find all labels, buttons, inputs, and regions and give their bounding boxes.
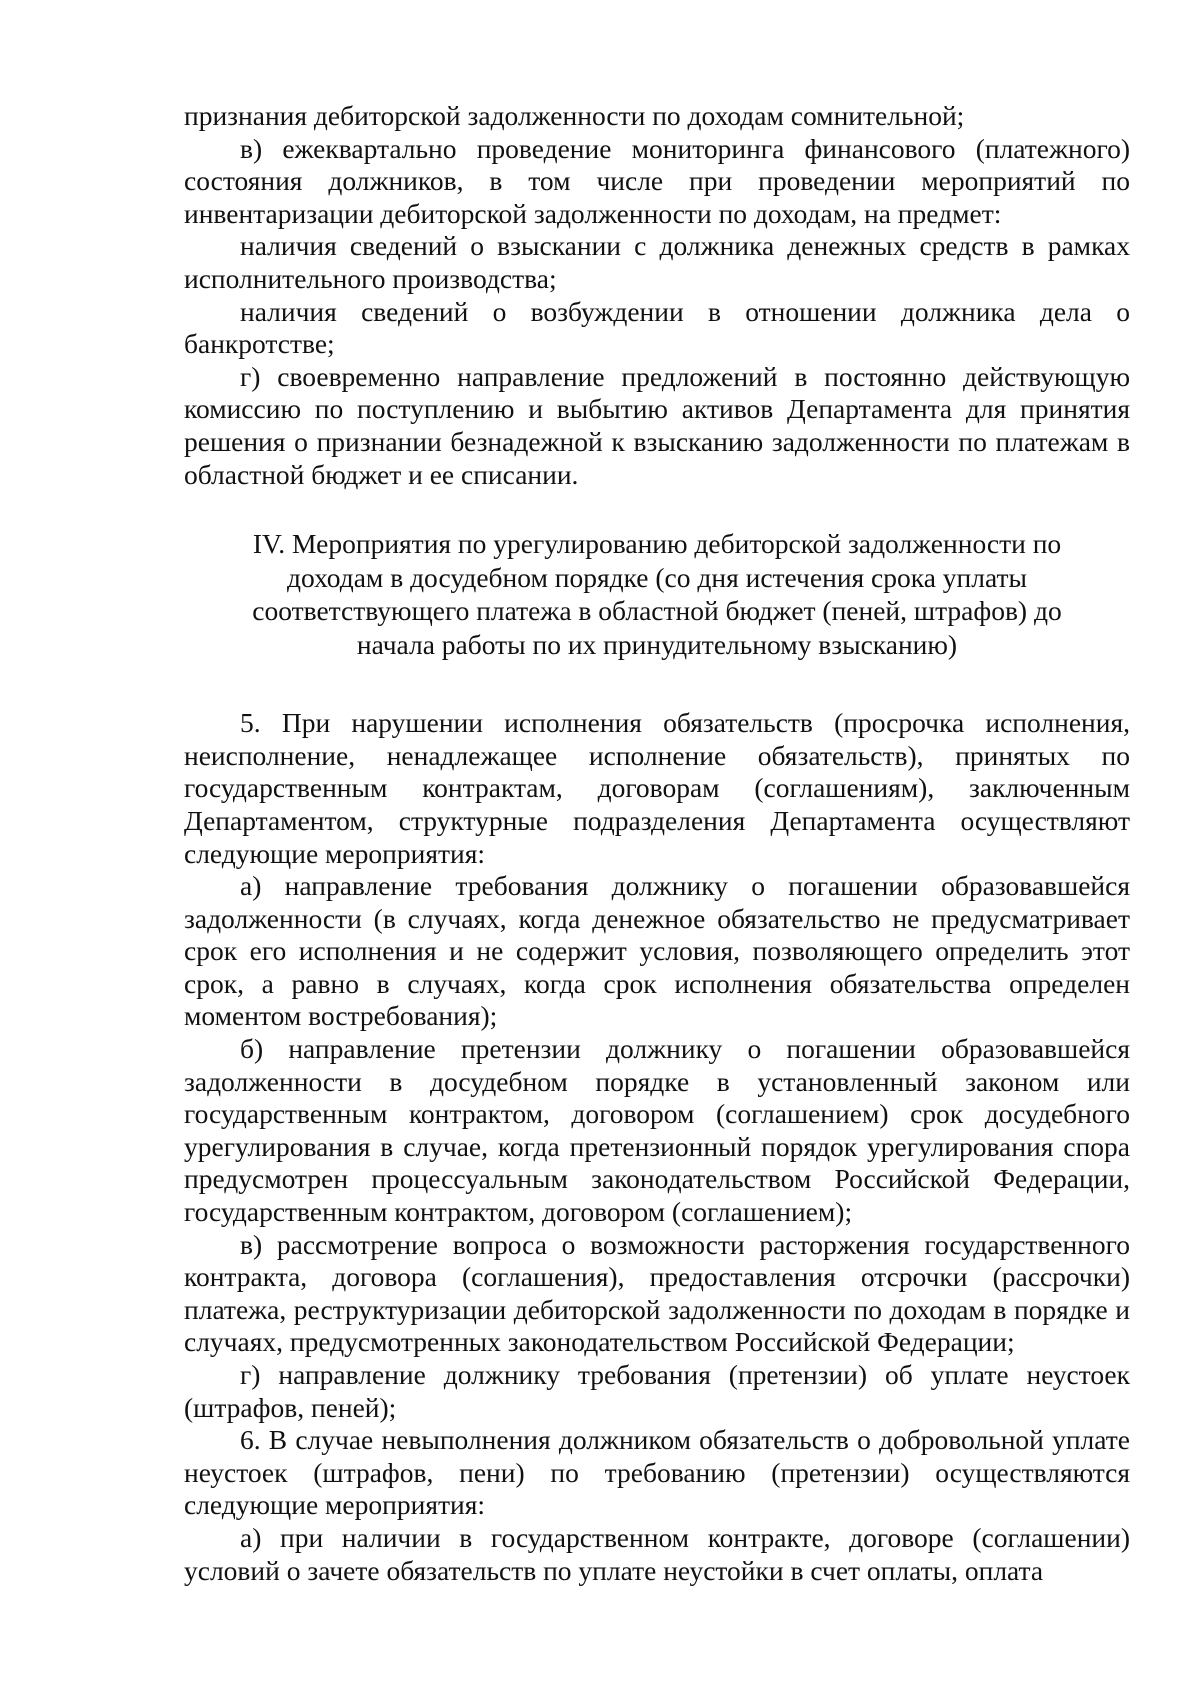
paragraph-item-5g: г) направление должнику требования (претензии) об уплате неустоек (штрафов, пеней); xyxy=(184,1359,1130,1423)
paragraph-item-6a: а) при наличии в государственном контракте, договоре (соглашении) условий о зачете обязательств по уплате неустойки в счет оплаты, оплата xyxy=(184,1521,1130,1586)
paragraph-item-5a: а) направление требования должнику о погашении образовавшейся задолженности (в случаях, когда денежное обязательство не предусматривает срок его исполнения и не содержит условия, позволяющего определить этот срок, а равно в случаях, когда срок исполнения обязательства определен моментом востребования); xyxy=(184,870,1130,1032)
paragraph-continuation: признания дебиторской задолженности по доходам сомнительной; xyxy=(184,100,965,131)
paragraph-item-5v: в) рассмотрение вопроса о возможности расторжения государственного контракта, договора (соглашения), предоставления отсрочки (рассрочки) платежа, реструктуризации дебиторской задолженности по доходам в порядке и случаях, предусмотренных законодательством Российской Федерации; xyxy=(184,1228,1130,1358)
paragraph-item-g-commission: г) своевременно направление предложений в постоянно действующую комиссию по поступлению и выбытию активов Департамента для принятия решения о признании безнадежной к взысканию задолженности по платежам в областной бюджет и ее списании. xyxy=(184,360,1130,490)
section-heading: IV. Мероприятия по урегулированию дебиторской задолженности по доходам в досудебном порядке (со дня истечения срока уплаты соответствующего платежа в областной бюджет (пеней, штрафов) до начала работы по их принудительному взысканию) xyxy=(252,528,1062,660)
paragraph-item-5b: б) направление претензии должнику о погашении образовавшейся задолженности в досудебном порядке в установленный законом или государственным контрактом, договором (соглашением) срок досудебного урегулирования в случае, когда претензионный порядок урегулирования спора предусмотрен процессуальным законодательством Российской Федерации, государственным контрактом, договором (соглашением); xyxy=(184,1033,1130,1228)
paragraph-item-5: 5. При нарушении исполнения обязательств (просрочка исполнения, неисполнение, ненадлежащее исполнение обязательств), принятых по государственным контрактам, договорам (соглашениям), заключенным Департаментом, структурные подразделения Департамента осуществляют следующие мероприятия: xyxy=(184,707,1130,869)
paragraph-enforcement-info: наличия сведений о взыскании с должника денежных средств в рамках исполнительного производства; xyxy=(184,230,1130,294)
paragraph-item-v-monitoring: в) ежеквартально проведение мониторинга финансового (платежного) состояния должников, в том числе при проведении мероприятий по инвентаризации дебиторской задолженности по доходам, на предмет: xyxy=(184,132,1130,229)
document-page xyxy=(184,100,1130,1587)
paragraph-bankruptcy-info: наличия сведений о возбуждении в отношении должника дела о банкротстве; xyxy=(184,295,1130,360)
paragraph-item-6: 6. В случае невыполнения должником обязательств о добровольной уплате неустоек (штрафов, пени) по требованию (претензии) осуществляются следующие мероприятия: xyxy=(184,1424,1130,1521)
